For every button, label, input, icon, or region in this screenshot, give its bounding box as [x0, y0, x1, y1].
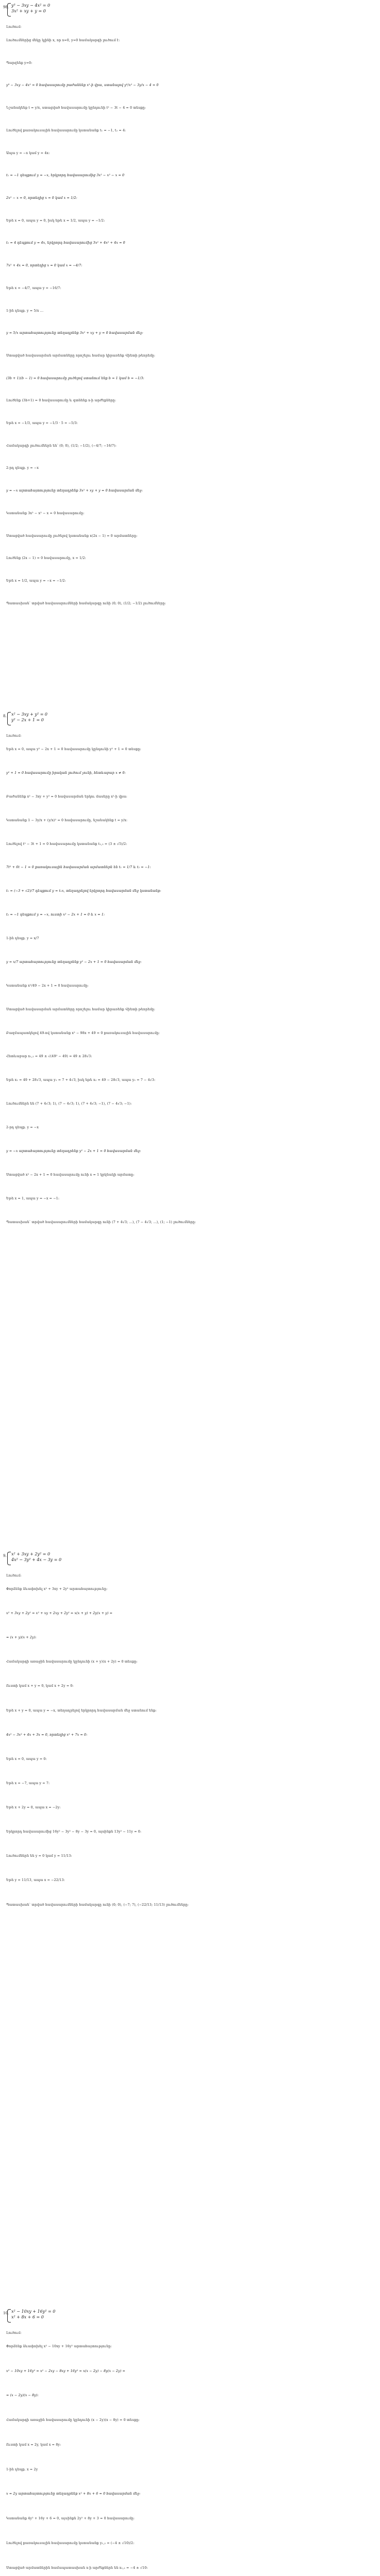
solution-line: y = −x արտահայտությունը տեղադրենք y² − 2x + 1 = 0 հավասարման մեջ:	[6, 1149, 141, 1153]
problem-number: 10.	[3, 2311, 9, 2315]
solution-line: (3b + 1)(b − 1) = 0 հավասարումը լուծելով ստանում ենք b = 1 կամ b = −1/3:	[6, 376, 144, 380]
system-brace	[7, 1552, 11, 1565]
solution-line: Ստացված հավասարման արմատները որոշելու համար կիրառենք Վիետի թեորեմը:	[6, 1007, 156, 1011]
solution-line: Ստացված հավասարման արմատները որոշելու համար կիրառենք Վիետի թեորեմը:	[6, 353, 156, 358]
system-equation: x² − 10xy + 16y² = 0	[11, 2309, 56, 2314]
system-equation: x² + 8x + 6 = 0	[11, 2315, 44, 2319]
solution-label: Լուծում:	[6, 2331, 22, 2335]
solution-line: Կստանանք 3x² − x² − x = 0 հավասարումը:	[6, 511, 85, 515]
solution-line: Հետևաբար x₁,₂ = 49 ± √(49² − 49) = 49 ± 28√3:	[6, 1055, 92, 1059]
solution-line: y = 5/x արտահայտությունը տեղադրենք 3x² + xy + y = 0 հավասարման մեջ:	[6, 331, 143, 335]
solution-label: Լուծում:	[6, 734, 22, 738]
solution-line: Եթե x = 0, ապա y = 0:	[6, 1757, 47, 1761]
solution-line: Համակարգի առաջին հավասարումը կընդունի (x − 2y)(x − 8y) = 0 տեսքը:	[6, 2418, 140, 2422]
system-equation: x² − 3xy + y² = 0	[11, 712, 48, 717]
solution-line: Եթե x = −7, ապա y = 7:	[6, 1781, 50, 1785]
solution-line: Պատասխան՝ տրված հավասարումների համակարգը ունի (0; 0), (1/2; −1/2) լուծումները:	[6, 601, 166, 605]
solution-line: t₁ = −1 դեպքում y = −x, երկրորդ հավասարումից 3x² − x² − x = 0	[6, 174, 125, 178]
solution-line: Կստանանք x²/49 − 2x + 1 = 0 հավասարումը:	[6, 984, 89, 988]
solution-line: 2-րդ դեպք. y = −x	[6, 1126, 39, 1130]
solution-line: Լուծումներն են (7 + 4√3; 1), (7 − 4√3; 1), (7 + 4√3; −1), (7 − 4√3; −1):	[6, 1102, 132, 1106]
solution-line: = (x + y)(x + 2y):	[6, 1636, 37, 1640]
solution-line: Ստացված x² − 2x + 1 = 0 հավասարումը ունի x = 1 կրկնակի արմատը:	[6, 1173, 135, 1177]
solution-line: 7x² + 4x = 0, որտեղից x = 0 կամ x = −4/7:	[6, 264, 82, 268]
solution-line: Պատասխան՝ տրված հավասարումների համակարգը ունի (7 + 4√3; ...), (7 − 4√3; ...), (1; −1) լուծումները:	[6, 1220, 196, 1224]
solution-line: 4x² − 3x² + 4x + 3x = 0, որտեղից x² + 7x = 0:	[6, 1733, 88, 1737]
solution-label: Լուծում:	[6, 25, 22, 29]
solution-line: t₁ = (−3 + √2)/7 դեպքում y = t₁x, տեղադրելով երկրորդ հավասարման մեջ կստանանք:	[6, 889, 161, 893]
solution-line: Եթե x = −1/3, ապա y = −1/3 · 5 = −5/3:	[6, 421, 78, 426]
solution-label: Լուծում:	[6, 1573, 22, 1578]
system-equation: 3x² + xy + y = 0	[11, 9, 46, 13]
solution-line: Լուծելով t² − 3t + 1 = 0 հավասարումը կստանանք t₁,₂ = (3 ± √5)/2:	[6, 842, 127, 846]
solution-line: 1-ին դեպք. x = 2y	[6, 2467, 38, 2471]
system-brace	[7, 3, 11, 16]
solution-line: = (x − 2y)(x − 8y):	[6, 2394, 39, 2398]
solution-line: Պատասխան՝ տրված հավասարումների համակարգը ունի (0; 0), (−7; 7), (−22/13; 11/13) լուծումները:	[6, 1903, 189, 1907]
solution-line: y = −x արտահայտությունը տեղադրենք 3x² + xy + y = 0 հավասարման մեջ:	[6, 489, 143, 493]
solution-line: Եթե x = −4/7, ապա y = −16/7:	[6, 286, 61, 290]
solution-line: Եթե y = 11/13, ապա x = −22/13:	[6, 1878, 65, 1883]
system-brace	[7, 712, 11, 725]
solution-line: Բաժանենք x² − 3xy + y² = 0 հավասարման երկու մասերը x²-ի վրա:	[6, 794, 127, 799]
system-equation: y³ − 3xy − 4x² = 0	[11, 3, 51, 8]
solution-line: Լուծումներն են y = 0 կամ y = 11/13:	[6, 1854, 72, 1858]
problem-number: 9.	[3, 1554, 7, 1558]
system-brace	[7, 2309, 11, 2323]
solution-line: Եթե x = 0, ապա y² − 2x + 1 = 0 հավասարումը կընդունի y² + 1 = 0 տեսքը:	[6, 748, 141, 751]
solution-line: y³ − 3xy − 4x² = 0 հավասարումը բաժանենք x²-ի վրա, ստանալով y³/x² − 3y/x − 4 = 0	[6, 83, 159, 88]
solution-line: Բազմապատկելով 49-ով կստանանք x² − 98x + 49 = 0 քառակուսային հավասարումը:	[6, 1031, 160, 1035]
solution-line: Կստանանք 4y² + 16y + 6 = 0, այսինքն 2y² + 8y + 3 = 0 հավասարումը:	[6, 2517, 135, 2521]
solution-line: Պարզենք y=0:	[6, 61, 32, 65]
solution-line: 2x² − x = 0, որտեղից x = 0 կամ x = 1/2:	[6, 196, 77, 200]
solution-line: Լուծելով քառակուսային հավասարումը կստանանք t₁ = −1, t₂ = 4:	[6, 128, 126, 132]
solution-line: Համակարգի լուծումներն են՝ (0; 0), (1/2; −1/2), (−4/7; −16/7):	[6, 444, 117, 448]
solution-line: 7t² + 6t − 1 = 0 քառակուսային հավասարման արմատներն են t₁ = 1/7 և t₂ = −1:	[6, 866, 151, 870]
solution-line: x² − 10xy + 16y² = x² − 2xy − 8xy + 16y² = x(x − 2y) − 8y(x − 2y) =	[6, 2369, 125, 2373]
solution-line: 1-ին դեպք. y = x/7	[6, 937, 39, 941]
solution-line: Եթե x₁ = 49 + 28√3, ապա y₁ = 7 + 4√3, իսկ եթե x₂ = 49 − 28√3, ապա y₂ = 7 − 4√3:	[6, 1078, 156, 1082]
solution-line: Եթե x = 1/2, ապա y = −x = −1/2:	[6, 579, 66, 583]
solution-line: 1-ին դեպք. y = 5/x ...	[6, 309, 44, 313]
solution-line: Ստացված հավասարումը լուծելով կստանանք x(2x − 1) = 0 արմատները:	[6, 534, 138, 538]
solution-line: Համակարգի առաջին հավասարումը կընդունի (x + y)(x + 2y) = 0 տեսքը:	[6, 1660, 138, 1664]
solution-line: Եթե x = 1, ապա y = −x = −1:	[6, 1196, 60, 1200]
solution-line: Կստանանք 1 − 3y/x + (y/x)² = 0 հավասարումը, նշանակենք t = y/x:	[6, 818, 128, 822]
solution-line: t₂ = −1 դեպքում y = −x, ուստի x² − 2x + 1 = 0 և x = 1:	[6, 913, 105, 917]
solution-line: Ստացված արմատներին համապատասխան x-ի արժեքներն են x₁,₂ = −4 ± √10:	[6, 2566, 148, 2570]
solution-line: Փորձենք ձևափոխել x² + 3xy + 2y² արտահայտությունը:	[6, 1587, 108, 1591]
solution-line: Ուստի կամ x + y = 0, կամ x + 2y = 0:	[6, 1684, 74, 1688]
problem-number: 98.	[3, 5, 9, 9]
solution-line: Երկրորդ հավասարումից 16y² − 3y² − 8y − 3y = 0, այսինքն 13y² − 11y = 0:	[6, 1830, 142, 1834]
solution-line: Ապա y = −x կամ y = 4x:	[6, 151, 50, 155]
system-equation: x² + 3xy + 2y² = 0	[11, 1552, 51, 1556]
solution-line: Նշանակենք t = y/x, ստացված հավասարումը կընդունի t² − 3t − 4 = 0 տեսքը:	[6, 106, 146, 110]
system-equation: 4x² − 3y² + 4x − 3y = 0	[11, 1557, 62, 1562]
solution-line: 2-րդ դեպք. y = −x	[6, 466, 39, 470]
solution-line: x² + 3xy + 2y² = x² + xy + 2xy + 2y² = x(x + y) + 2y(x + y) =	[6, 1612, 113, 1616]
solution-line: y² + 1 = 0 հավասարումը իրական լուծում չունի, հետևաբար x ≠ 0:	[6, 771, 126, 775]
solution-line: Լուծենք (3b+1) = 0 հավասարումը և գտնենք x-ի արժեքները:	[6, 399, 117, 403]
solution-line: x = 2y արտահայտությունը տեղադրենք x² + 8x + 6 = 0 հավասարման մեջ:	[6, 2492, 141, 2496]
solution-line: Լուծենք (2x − 1) = 0 հավասարումը, x = 1/2:	[6, 556, 86, 561]
solution-line: Եթե x + 2y = 0, ապա x = −2y:	[6, 1806, 61, 1810]
solution-line: y = x/7 արտահայտությունը տեղադրենք y² − 2x + 1 = 0 հավասարման մեջ:	[6, 960, 142, 964]
problem-number: 8.	[3, 714, 7, 718]
system-equation: y² − 2x + 1 = 0	[11, 718, 44, 722]
solution-line: Փորձենք ձևափոխել x² − 10xy + 16y² արտահայտությունը:	[6, 2345, 112, 2348]
solution-line: Եթե x + y = 0, ապա y = −x, տեղադրելով երկրորդ հավասարման մեջ ստանում ենք:	[6, 1708, 157, 1713]
solution-line: Եթե x = 0, ապա y = 0, իսկ եթե x = 1/2, ապա y = −1/2:	[6, 218, 105, 223]
solution-line: Ուստի կամ x = 2y, կամ x = 8y:	[6, 2443, 61, 2447]
solution-line: Լուծումներից մեկը կլինի x, որ x=0, y=0 համակարգի լուծում է:	[6, 39, 120, 42]
solution-line: t₂ = 4 դեպքում y = 4x, երկրորդ հավասարումից 3x² + 4x² + 4x = 0	[6, 241, 125, 245]
solution-line: Լուծելով քառակուսային հավասարումը կստանանք y₁,₂ = (−4 ± √10)/2:	[6, 2541, 135, 2545]
